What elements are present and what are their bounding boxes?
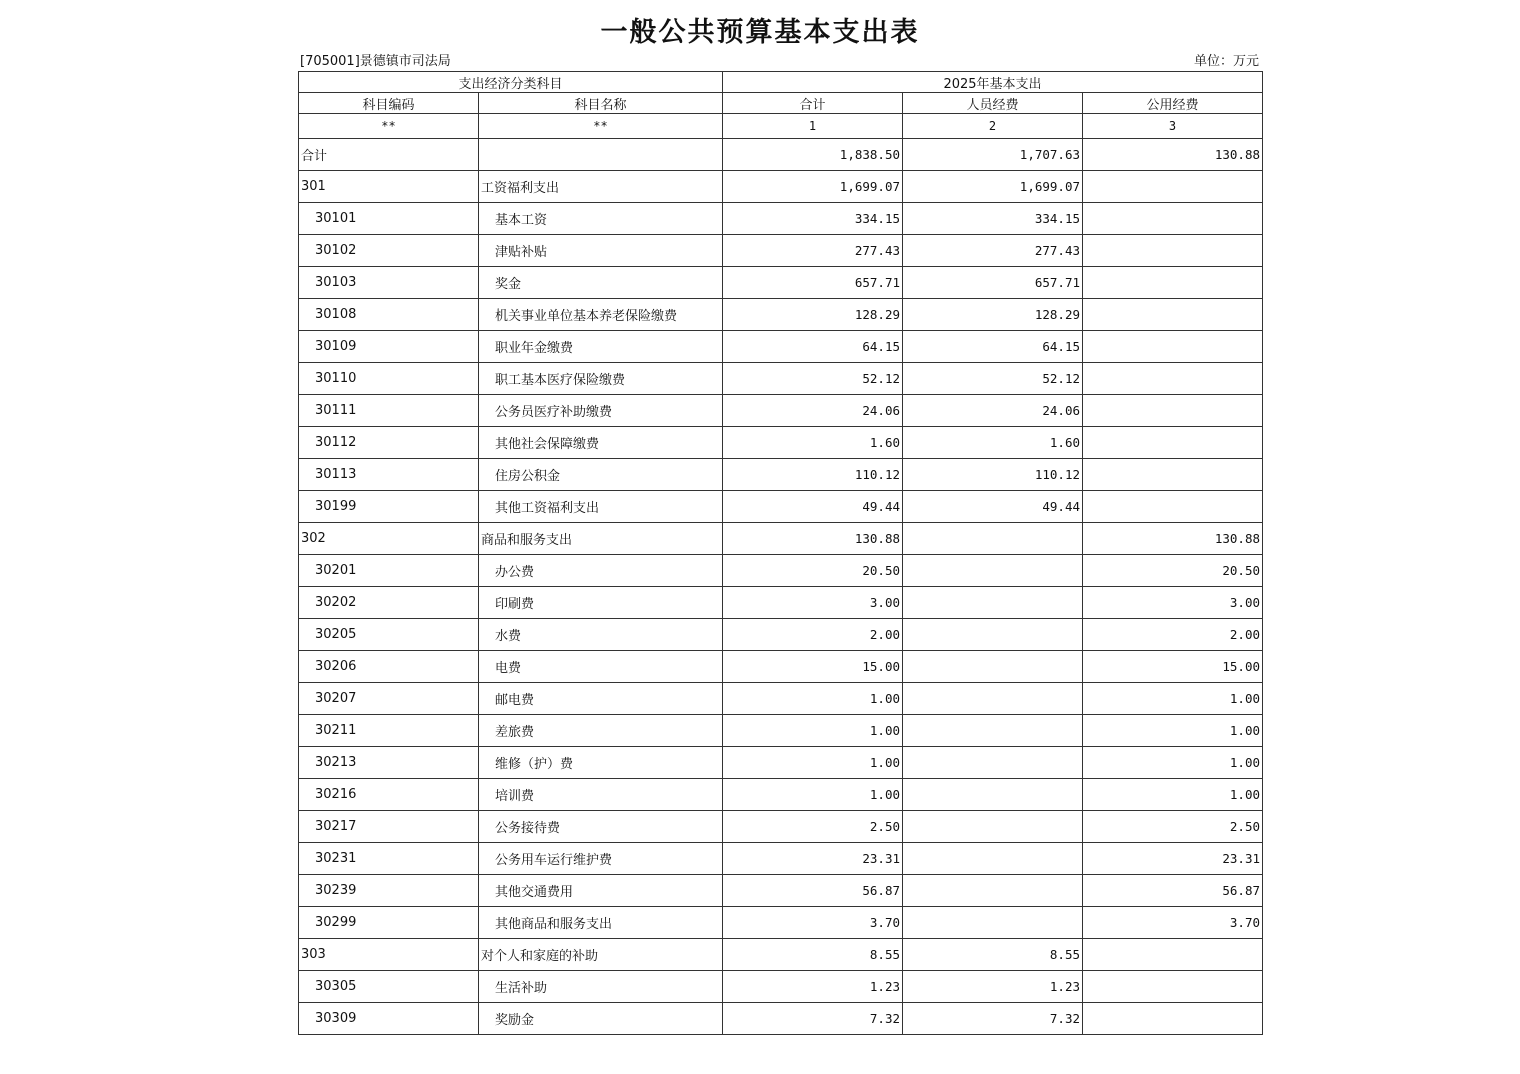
row-personnel: 657.71 [903,267,1083,299]
table-row [299,171,1263,203]
row-total: 2.50 [723,811,903,843]
table-row [299,299,1263,331]
row-personnel: 1,707.63 [903,139,1083,171]
row-name: 对个人和家庭的补助 [479,939,723,971]
row-name: 公务接待费 [479,811,723,843]
index-total: 1 [723,114,903,139]
row-total: 1.60 [723,427,903,459]
row-total: 130.88 [723,523,903,555]
header-group-right: 2025年基本支出 [723,72,1263,93]
table-row [299,843,1263,875]
row-total: 334.15 [723,203,903,235]
row-code: 30231 [299,843,479,875]
table-row [299,523,1263,555]
row-public [1083,427,1263,459]
row-public: 15.00 [1083,651,1263,683]
row-name: 其他交通费用 [479,875,723,907]
row-name: 商品和服务支出 [479,523,723,555]
row-total: 8.55 [723,939,903,971]
row-total: 52.12 [723,363,903,395]
row-public [1083,459,1263,491]
row-personnel: 8.55 [903,939,1083,971]
row-public: 1.00 [1083,683,1263,715]
row-personnel [903,779,1083,811]
row-total: 64.15 [723,331,903,363]
table-row [299,619,1263,651]
index-name: ** [479,114,723,139]
table-row [299,235,1263,267]
row-public [1083,1003,1263,1035]
row-total: 7.32 [723,1003,903,1035]
table-row [299,363,1263,395]
row-name: 邮电费 [479,683,723,715]
table-row [299,811,1263,843]
row-code: 30109 [299,331,479,363]
table-row [299,907,1263,939]
index-public: 3 [1083,114,1263,139]
row-code: 30111 [299,395,479,427]
row-code: 30309 [299,1003,479,1035]
row-personnel: 334.15 [903,203,1083,235]
row-code: 30299 [299,907,479,939]
header-public: 公用经费 [1083,93,1263,114]
row-name: 公务员医疗补助缴费 [479,395,723,427]
row-total: 20.50 [723,555,903,587]
row-name: 水费 [479,619,723,651]
row-name: 住房公积金 [479,459,723,491]
row-personnel [903,715,1083,747]
row-name [479,139,723,171]
row-name: 其他工资福利支出 [479,491,723,523]
row-total: 2.00 [723,619,903,651]
row-name: 公务用车运行维护费 [479,843,723,875]
row-personnel [903,619,1083,651]
row-name: 奖励金 [479,1003,723,1035]
row-total: 110.12 [723,459,903,491]
page-title: 一般公共预算基本支出表 [600,17,920,48]
row-public [1083,299,1263,331]
row-public [1083,267,1263,299]
row-public: 1.00 [1083,779,1263,811]
row-total: 1.00 [723,747,903,779]
row-code: 30211 [299,715,479,747]
row-code: 303 [299,939,479,971]
row-name: 奖金 [479,267,723,299]
table-row [299,747,1263,779]
row-public: 130.88 [1083,139,1263,171]
table-row [299,395,1263,427]
row-total: 1,699.07 [723,171,903,203]
row-name: 办公费 [479,555,723,587]
row-total: 128.29 [723,299,903,331]
row-public: 1.00 [1083,715,1263,747]
table-row [299,331,1263,363]
row-code: 30213 [299,747,479,779]
row-personnel: 110.12 [903,459,1083,491]
row-total: 1.00 [723,779,903,811]
row-name: 其他社会保障缴费 [479,427,723,459]
row-public [1083,491,1263,523]
row-public: 3.70 [1083,907,1263,939]
budget-table [298,71,1263,1035]
row-personnel: 128.29 [903,299,1083,331]
row-public: 1.00 [1083,747,1263,779]
row-public [1083,235,1263,267]
row-code: 30206 [299,651,479,683]
row-code: 30216 [299,779,479,811]
row-name: 机关事业单位基本养老保险缴费 [479,299,723,331]
row-total: 24.06 [723,395,903,427]
row-total: 56.87 [723,875,903,907]
row-code: 合计 [299,139,479,171]
row-code: 30110 [299,363,479,395]
row-total: 15.00 [723,651,903,683]
row-code: 30305 [299,971,479,1003]
unit-label: 单位：万元 [1193,54,1259,69]
row-personnel [903,587,1083,619]
row-personnel: 52.12 [903,363,1083,395]
row-total: 1.00 [723,715,903,747]
header-personnel: 人员经费 [903,93,1083,114]
row-personnel: 1.60 [903,427,1083,459]
table-row [299,1003,1263,1035]
row-total: 49.44 [723,491,903,523]
row-name: 工资福利支出 [479,171,723,203]
row-personnel [903,811,1083,843]
table-row [299,971,1263,1003]
row-public: 2.50 [1083,811,1263,843]
table-row [299,651,1263,683]
row-code: 30207 [299,683,479,715]
row-personnel [903,747,1083,779]
row-total: 3.00 [723,587,903,619]
row-public [1083,363,1263,395]
row-public: 3.00 [1083,587,1263,619]
row-code: 30239 [299,875,479,907]
row-public [1083,171,1263,203]
table-row [299,555,1263,587]
row-personnel: 64.15 [903,331,1083,363]
row-name: 培训费 [479,779,723,811]
table-row [299,459,1263,491]
row-code: 30102 [299,235,479,267]
row-public: 20.50 [1083,555,1263,587]
organization-label: [705001]景德镇市司法局 [300,54,451,69]
table-row [299,683,1263,715]
table-row [299,939,1263,971]
row-public [1083,971,1263,1003]
row-personnel: 7.32 [903,1003,1083,1035]
table-row [299,779,1263,811]
row-code: 30112 [299,427,479,459]
table-row [299,203,1263,235]
row-name: 职业年金缴费 [479,331,723,363]
row-public: 23.31 [1083,843,1263,875]
row-total: 657.71 [723,267,903,299]
row-personnel [903,683,1083,715]
table-body [299,139,1263,1035]
row-public: 2.00 [1083,619,1263,651]
table-row [299,427,1263,459]
row-total: 3.70 [723,907,903,939]
row-public [1083,939,1263,971]
row-code: 30201 [299,555,479,587]
row-name: 印刷费 [479,587,723,619]
row-name: 职工基本医疗保险缴费 [479,363,723,395]
row-code: 30103 [299,267,479,299]
row-personnel [903,555,1083,587]
header-name: 科目名称 [479,93,723,114]
header-code: 科目编码 [299,93,479,114]
row-public [1083,395,1263,427]
header-index-row [299,114,1263,139]
row-code: 30101 [299,203,479,235]
index-code: ** [299,114,479,139]
row-total: 1.23 [723,971,903,1003]
table-row [299,587,1263,619]
row-total: 1,838.50 [723,139,903,171]
row-code: 30108 [299,299,479,331]
row-personnel: 277.43 [903,235,1083,267]
row-name: 生活补助 [479,971,723,1003]
row-code: 30205 [299,619,479,651]
row-personnel: 49.44 [903,491,1083,523]
row-personnel: 24.06 [903,395,1083,427]
index-personnel: 2 [903,114,1083,139]
header-group-row [299,72,1263,93]
row-personnel [903,843,1083,875]
table-row [299,715,1263,747]
row-name: 维修（护）费 [479,747,723,779]
row-total: 277.43 [723,235,903,267]
row-personnel [903,523,1083,555]
header-group-left: 支出经济分类科目 [299,72,723,93]
table-row [299,267,1263,299]
row-code: 30113 [299,459,479,491]
row-code: 301 [299,171,479,203]
row-public [1083,203,1263,235]
row-name: 津贴补贴 [479,235,723,267]
row-personnel [903,907,1083,939]
row-code: 30199 [299,491,479,523]
row-total: 1.00 [723,683,903,715]
row-name: 基本工资 [479,203,723,235]
row-code: 302 [299,523,479,555]
row-personnel: 1.23 [903,971,1083,1003]
row-public: 56.87 [1083,875,1263,907]
row-public: 130.88 [1083,523,1263,555]
row-personnel [903,651,1083,683]
row-code: 30202 [299,587,479,619]
table-row [299,491,1263,523]
header-column-row [299,93,1263,114]
row-name: 差旅费 [479,715,723,747]
row-personnel: 1,699.07 [903,171,1083,203]
header-total: 合计 [723,93,903,114]
row-name: 电费 [479,651,723,683]
row-name: 其他商品和服务支出 [479,907,723,939]
row-code: 30217 [299,811,479,843]
table-row [299,139,1263,171]
row-personnel [903,875,1083,907]
table-row [299,875,1263,907]
row-public [1083,331,1263,363]
row-total: 23.31 [723,843,903,875]
